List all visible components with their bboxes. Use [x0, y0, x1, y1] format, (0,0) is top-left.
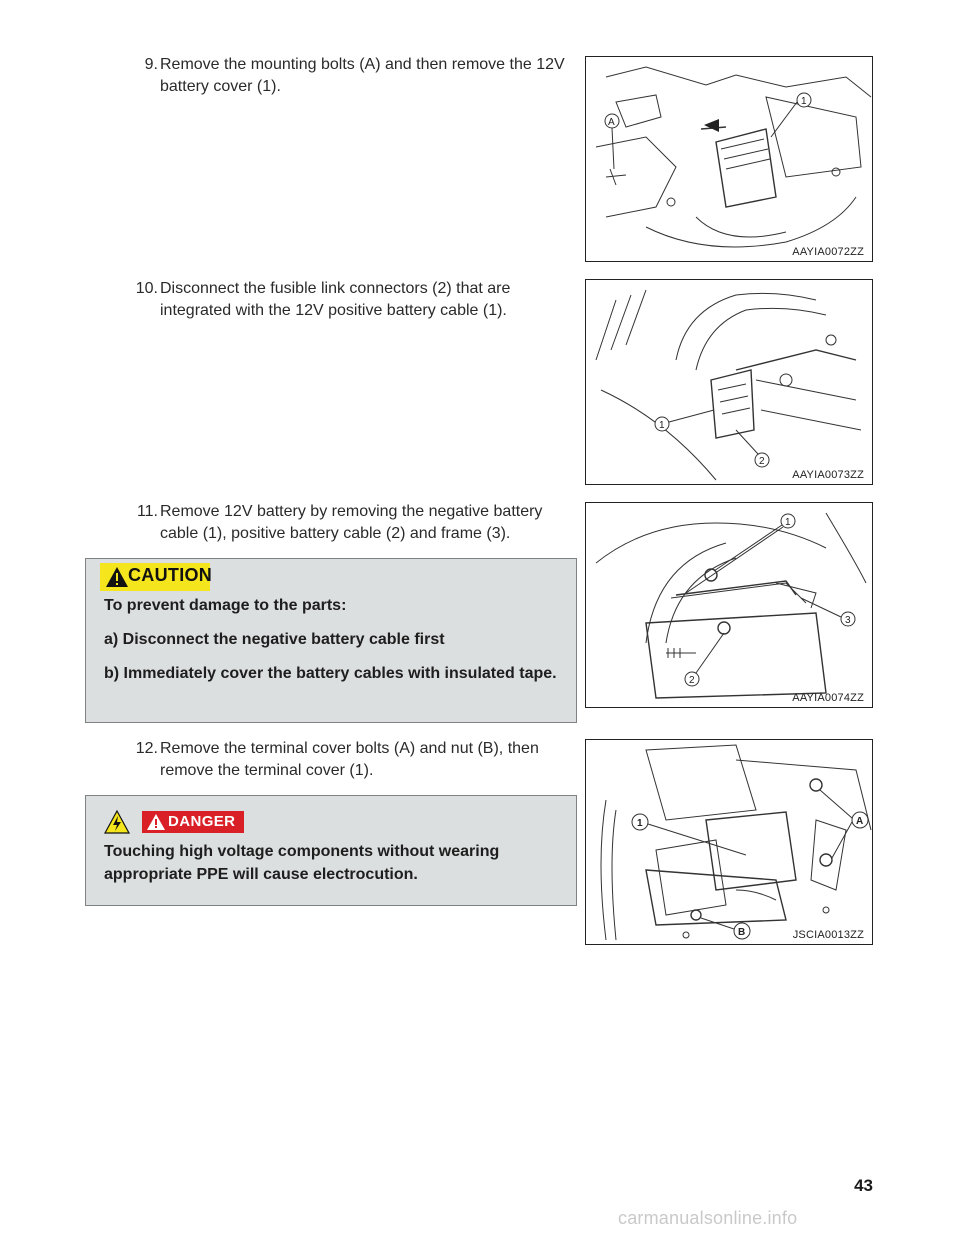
callout-1-label: 1: [659, 420, 665, 431]
callout-2-label: 2: [759, 456, 765, 467]
step-text-line: Remove 12V battery by removing the negative battery: [160, 503, 543, 520]
step-text-line: cable (1), positive battery cable (2) and frame (3).: [160, 525, 511, 542]
step-text-line: Remove the terminal cover bolts (A) and nut (B), then: [160, 740, 539, 757]
step-11: [128, 501, 578, 545]
callout-b-label: B: [738, 927, 746, 938]
step-number: 10.: [135, 280, 158, 297]
figure-battery-cover: [585, 56, 873, 262]
step-text-line: Disconnect the fusible link connectors (2) that are: [160, 280, 511, 297]
step-10: [128, 278, 578, 322]
figure-code: AAYIA0074ZZ: [792, 692, 864, 704]
figure-fusible-link: [585, 279, 873, 485]
caution-badge: [100, 563, 213, 591]
high-voltage-icon: [104, 810, 130, 834]
fusible-link-illustration: [586, 280, 873, 485]
caution-label: CAUTION: [128, 565, 213, 585]
step-text-line: Remove the mounting bolts (A) and then remove the 12V: [160, 56, 565, 73]
step-text-line: battery cover (1).: [160, 78, 281, 95]
callout-2-label: 2: [689, 675, 695, 686]
terminal-cover-illustration: [586, 740, 873, 945]
callout-3-label: 3: [845, 615, 851, 626]
step-number: 9.: [144, 56, 158, 73]
caution-line: a) Disconnect the negative battery cable first: [104, 631, 445, 648]
figure-battery-removal: [585, 502, 873, 708]
callout-1-label: 1: [637, 818, 643, 829]
danger-text: Touching high voltage components without wearing appropriate PPE will cause electrocution.: [104, 843, 500, 883]
step-number: 12.: [135, 740, 158, 757]
battery-cover-illustration: [586, 57, 873, 262]
warning-triangle-icon: [105, 566, 129, 588]
danger-label: DANGER: [168, 813, 236, 830]
danger-badge: [142, 811, 244, 833]
callout-a-label: A: [608, 117, 615, 128]
figure-code: JSCIA0013ZZ: [792, 929, 864, 941]
battery-removal-illustration: [586, 503, 873, 708]
caution-line: To prevent damage to the parts:: [104, 597, 347, 614]
callout-1-label: 1: [785, 517, 791, 528]
warning-triangle-icon: [146, 813, 166, 831]
page-number: 43: [854, 1176, 873, 1195]
step-text-line: integrated with the 12V positive battery cable (1).: [160, 302, 507, 319]
step-9: [128, 54, 578, 98]
watermark: carmanualsonline.info: [618, 1208, 798, 1228]
step-text-line: remove the terminal cover (1).: [160, 762, 374, 779]
step-number: 11.: [136, 503, 158, 520]
figure-code: AAYIA0073ZZ: [792, 469, 864, 481]
callout-a-label: A: [856, 816, 864, 827]
figure-code: AAYIA0072ZZ: [792, 246, 864, 258]
step-12: [128, 738, 578, 782]
caution-line: b) Immediately cover the battery cables with insulated tape.: [104, 665, 557, 682]
figure-terminal-cover: [585, 739, 873, 945]
callout-1-label: 1: [801, 96, 807, 107]
